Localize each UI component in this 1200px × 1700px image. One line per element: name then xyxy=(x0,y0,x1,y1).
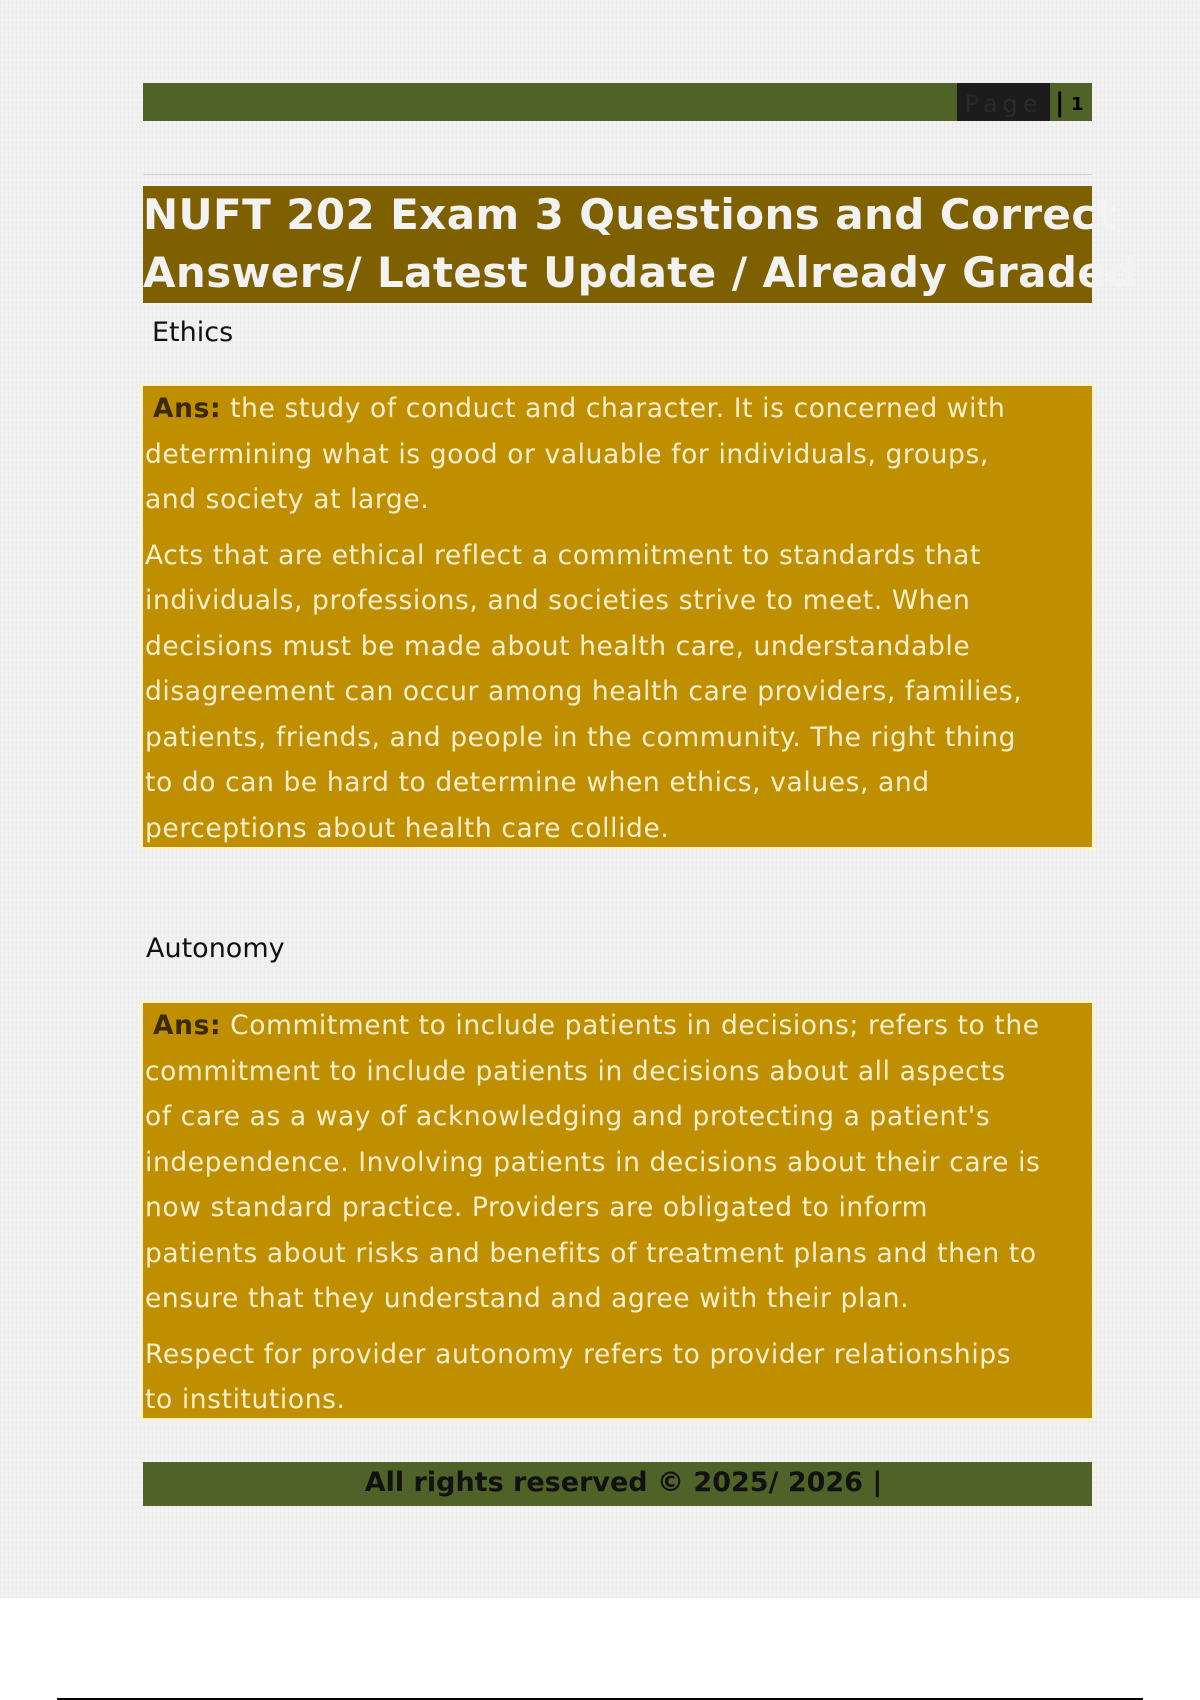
answer-box-ethics xyxy=(143,386,1092,847)
header-bar xyxy=(143,83,1092,121)
answer-line: individuals, professions, and societies strive to meet. When xyxy=(145,585,971,616)
term-ethics: Ethics xyxy=(152,317,234,348)
answer-line: to do can be hard to determine when ethics, values, and xyxy=(145,767,930,798)
answer-paragraph xyxy=(145,1332,1092,1423)
answer-line: Acts that are ethical reflect a commitment to standards that xyxy=(145,539,981,571)
answer-paragraph xyxy=(145,533,1092,852)
answer-line xyxy=(145,1003,1092,1049)
copyright-text: All rights reserved © 2025/ 2026 | xyxy=(364,1467,883,1498)
answer-line: of care as a way of acknowledging and protecting a patient's xyxy=(145,1101,991,1132)
page-number: 1 xyxy=(1071,94,1084,115)
page-separator: | xyxy=(1055,88,1065,118)
answer-box-autonomy xyxy=(143,1003,1092,1418)
answer-paragraph xyxy=(145,386,1092,523)
answer-line: and society at large. xyxy=(145,484,430,515)
answer-line: commitment to include patients in decisions about all aspects xyxy=(145,1055,1006,1087)
answer-paragraph xyxy=(145,1003,1092,1322)
header-rule xyxy=(143,174,1092,175)
ans-label: Ans: xyxy=(153,1010,222,1041)
ans-label: Ans: xyxy=(153,393,222,424)
answer-line: decisions must be made about health care, understandable xyxy=(145,630,971,662)
answer-line-text: Commitment to include patients in decisions; refers to the xyxy=(221,1010,1040,1041)
page-label: Page xyxy=(957,83,1050,121)
answer-line xyxy=(145,386,1092,432)
answer-line: disagreement can occur among health care providers, families, xyxy=(145,676,1023,707)
title-line-2: Answers/ Latest Update / Already Graded xyxy=(143,248,1137,297)
answer-line-text: the study of conduct and character. It is concerned with xyxy=(221,393,1006,424)
answer-line: determining what is good or valuable for individuals, groups, xyxy=(145,438,989,470)
answer-line: Respect for provider autonomy refers to provider relationships xyxy=(145,1338,1012,1370)
answer-line: now standard practice. Providers are obligated to inform xyxy=(145,1192,929,1223)
document-title xyxy=(143,186,1137,303)
answer-line: independence. Involving patients in decisions about their care is xyxy=(145,1146,1041,1178)
term-autonomy: Autonomy xyxy=(146,933,285,964)
answer-line: to institutions. xyxy=(145,1384,346,1415)
answer-line: perceptions about health care collide. xyxy=(145,812,670,844)
answer-line: patients about risks and benefits of treatment plans and then to xyxy=(145,1237,1037,1269)
title-line-1: NUFT 202 Exam 3 Questions and Correct xyxy=(143,190,1118,239)
answer-line: ensure that they understand and agree with their plan. xyxy=(145,1283,910,1314)
answer-line: patients, friends, and people in the community. The right thing xyxy=(145,721,1017,753)
footer-bar xyxy=(143,1462,1092,1506)
